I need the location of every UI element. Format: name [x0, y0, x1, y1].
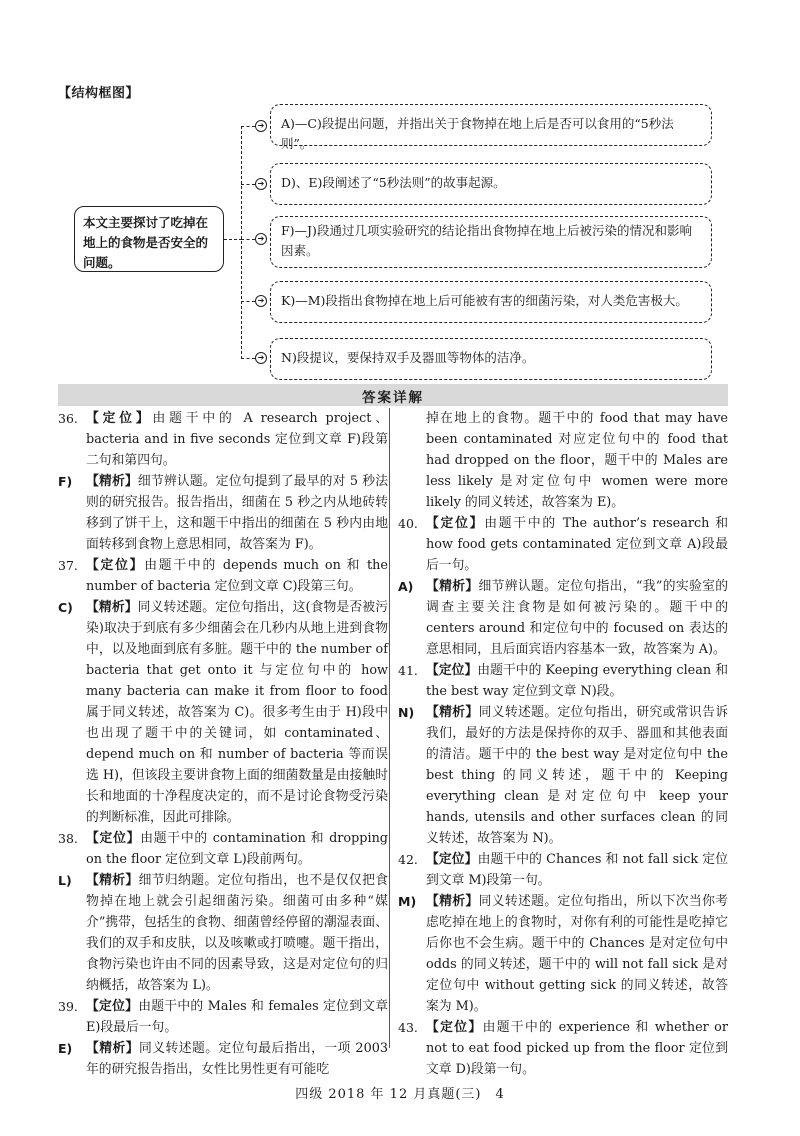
entry-kind: 【定位】 — [426, 1020, 483, 1035]
answer-entry — [58, 555, 388, 597]
answer-entry — [58, 1038, 388, 1080]
structure-node: F)—J)段通过几项实验研究的结论指出食物掉在地上后被污染的情况和影响因素。 — [270, 216, 712, 268]
entry-kind: 【定位】 — [86, 558, 145, 573]
entry-text: 由题干中的 The author’s research 和 how food gets contaminated 定位到文章 A)段最后一句。 — [426, 516, 729, 573]
entry-kind: 【定位】 — [426, 663, 478, 678]
entry-body — [86, 555, 388, 597]
entry-tag: L) — [58, 873, 72, 888]
frame-title: 【结构框图】 — [58, 86, 140, 101]
column-divider — [389, 408, 390, 1048]
entry-body — [426, 702, 728, 849]
answer-entry — [398, 849, 728, 891]
entry-body — [426, 849, 728, 891]
entry-text: 由题干中的 depends much on 和 the number of bacteria 定位到文章 C)段第三句。 — [86, 558, 388, 594]
structure-node: A)—C)段提出问题，并指出关于食物掉在地上后是否可以食用的“5秒法则”。 — [270, 104, 712, 146]
answer-entry — [58, 408, 388, 471]
entry-text: 细节辨认题。定位句提到了最早的对 5 秒法则的研究报告。报告指出，细菌在 5 秒之内从地砖转移到了饼干上，这和题干中指出的细菌在 5 秒内由地面转移到食物上意思相同，故答案为 F)。 — [86, 474, 389, 552]
right-column — [398, 408, 728, 1080]
branch-line — [241, 301, 255, 302]
structure-node: K)—M)段指出食物掉在地上后可能被有害的细菌污染，对人类危害极大。 — [270, 281, 712, 323]
entry-kind: 【精析】 — [86, 600, 138, 615]
entry-tag: C) — [58, 600, 73, 615]
answer-entry — [58, 471, 388, 555]
entry-text: 由题干中的 contamination 和 dropping on the floor 定位到文章 L)段前两句。 — [86, 831, 388, 867]
page-footer: 四级 2018 年 12 月真题(三) 4 — [295, 1087, 505, 1102]
entry-text: 由题干中的 Chances 和 not fall sick 定位到文章 M)段第一句。 — [426, 852, 728, 888]
entry-tag: 41. — [398, 663, 418, 678]
entry-body — [86, 828, 388, 870]
entry-text: 细节归纳题。定位句指出，也不是仅仅把食物掉在地上就会引起细菌污染。细菌可由多种“媒介”携带，包括生的食物、细菌曾经停留的潮湿表面、我们的双手和皮肤，以及咳嗽或打喷嚏。题干指出，食物污染也许由不同的因素导致，这是对定位句的归纳概括，故答案为 L)。 — [86, 873, 389, 993]
entry-tag: 40. — [398, 516, 418, 531]
entry-body — [86, 597, 388, 828]
arrow-circle-icon: ➔ — [255, 352, 267, 364]
branch-line — [241, 358, 255, 359]
structure-node: D)、E)段阐述了“5秒法则”的故事起源。 — [270, 163, 712, 205]
connector-vertical — [241, 126, 242, 359]
answer-entry — [58, 597, 388, 828]
connector-horizontal — [224, 239, 242, 240]
entry-body — [86, 870, 388, 996]
arrow-circle-icon: ➔ — [255, 178, 267, 190]
entry-text: 由题干中的 experience 和 whether or not to eat food picked up from the floor 定位到文章 D)段第一句。 — [426, 1020, 729, 1077]
entry-body — [426, 1017, 728, 1080]
entry-kind: 【精析】 — [86, 1041, 139, 1056]
branch-line — [241, 239, 255, 240]
entry-text: 同义转述题。定位句指出，研究或常识告诉我们，最好的方法是保持你的双手、器皿和其他表面的清洁。题干中的 the best way 是对定位句中 the best thing 的同义转述，题干中的 Keeping everything clean 是对定位句中 keep your hands, utensils and other surfaces clean 的同义转述，故答案为 N)。 — [426, 705, 729, 846]
entry-body — [86, 471, 388, 555]
entry-body — [426, 891, 728, 1017]
answer-entry — [58, 828, 388, 870]
entry-kind: 【精析】 — [426, 705, 479, 720]
entry-text: 掉在地上的食物。题干中的 food that may have been contaminated 对应定位句中的 food that had dropped on the floor，题干中的 Males are less likely 是对定位句中 women were more likely 的同义转述，故答案为 E)。 — [426, 411, 728, 510]
summary-box: 本文主要探讨了吃掉在地上的食物是否安全的问题。 — [74, 206, 224, 272]
entry-kind: 【定位】 — [86, 831, 141, 846]
entry-body — [86, 996, 388, 1038]
entry-tag: E) — [58, 1041, 73, 1056]
answer-entry — [398, 513, 728, 576]
left-column — [58, 408, 388, 1080]
entry-body — [426, 576, 728, 660]
entry-kind: 【定位】 — [426, 516, 485, 531]
entry-kind: 【精析】 — [426, 894, 479, 909]
structure-node: N)段提议，要保持双手及器皿等物体的洁净。 — [270, 338, 712, 380]
entry-tag: 38. — [58, 831, 78, 846]
entry-text: 细节辨认题。定位句指出，“我”的实验室的调查主要关注食物是如何被污染的。题干中的 centers around 和定位句中的 focused on 表达的意思相同，且后面宾语内容基本一致，故答案为 A)。 — [426, 579, 729, 657]
entry-body — [86, 1038, 388, 1080]
answer-entry — [398, 702, 728, 849]
entry-tag: 36. — [58, 411, 78, 426]
arrow-circle-icon: ➔ — [255, 120, 267, 132]
entry-kind: 【精析】 — [86, 474, 138, 489]
entry-kind: 【定位】 — [86, 411, 153, 426]
entry-tag: A) — [398, 579, 414, 594]
entry-tag: F) — [58, 474, 73, 489]
arrow-circle-icon: ➔ — [255, 233, 267, 245]
entry-text: 由题干中的 Keeping everything clean 和 the best way 定位到文章 N)段。 — [426, 663, 728, 699]
arrow-circle-icon: ➔ — [255, 295, 267, 307]
entry-body — [398, 408, 728, 513]
entry-text: 由题干中的 A research project、bacteria and in five seconds 定位到文章 F)段第二句和第四句。 — [86, 411, 389, 468]
entry-text: 同义转述题。定位句最后指出，一项 2003 年的研究报告指出，女性比男性更有可能吃 — [86, 1041, 388, 1077]
answer-entry — [398, 891, 728, 1017]
answer-entry — [398, 408, 728, 513]
entry-tag: 39. — [58, 999, 78, 1014]
answer-entry — [398, 1017, 728, 1080]
answer-entry — [58, 996, 388, 1038]
answer-entry — [398, 660, 728, 702]
entry-text: 由题干中的 Males 和 females 定位到文章 E)段最后一句。 — [86, 999, 388, 1035]
entry-tag: 43. — [398, 1020, 418, 1035]
entry-body — [86, 408, 388, 471]
section-header — [58, 384, 728, 406]
entry-kind: 【定位】 — [86, 999, 139, 1014]
entry-tag: M) — [398, 894, 417, 909]
branch-line — [241, 184, 255, 185]
entry-text: 同义转述题。定位句指出，这(食物是否被污染)取决于到底有多少细菌会在几秒内从地上进到食物中，以及地面到底有多脏。题干中的 the number of bacteria that get onto it 与定位句中的 how many bacteria can make it from floor to food 属于同义转述，故答案为 C)。很多考生由于 H)段中也出现了题干中的关键词，如 contaminated、depend much on 和 number of bacteria 等而误选 H)，但该段主要讲食物上面的细菌数量是由接触时长和地面的十净程度决定的，而不是讨论食物受污染的判断标准，因此可排除。 — [86, 600, 388, 825]
entry-tag: 37. — [58, 558, 78, 573]
entry-kind: 【精析】 — [426, 579, 479, 594]
entry-body — [426, 513, 728, 576]
entry-kind: 【定位】 — [426, 852, 478, 867]
entry-tag: 42. — [398, 852, 418, 867]
answer-entry — [58, 870, 388, 996]
entry-kind: 【精析】 — [86, 873, 139, 888]
entry-tag: N) — [398, 705, 415, 720]
entry-text: 同义转述题。定位句指出，所以下次当你考虑吃掉在地上的食物时，对你有利的可能性是吃掉它后你也不会生病。题干中的 Chances 是对定位句中 odds 的同义转述，题干中的 will not fall sick 是对定位句中 without getting sick 的同义转述，故答案为 M)。 — [426, 894, 729, 1014]
section-title: 答案详解 — [362, 390, 424, 406]
answer-entry — [398, 576, 728, 660]
branch-line — [241, 126, 255, 127]
entry-body — [426, 660, 728, 702]
